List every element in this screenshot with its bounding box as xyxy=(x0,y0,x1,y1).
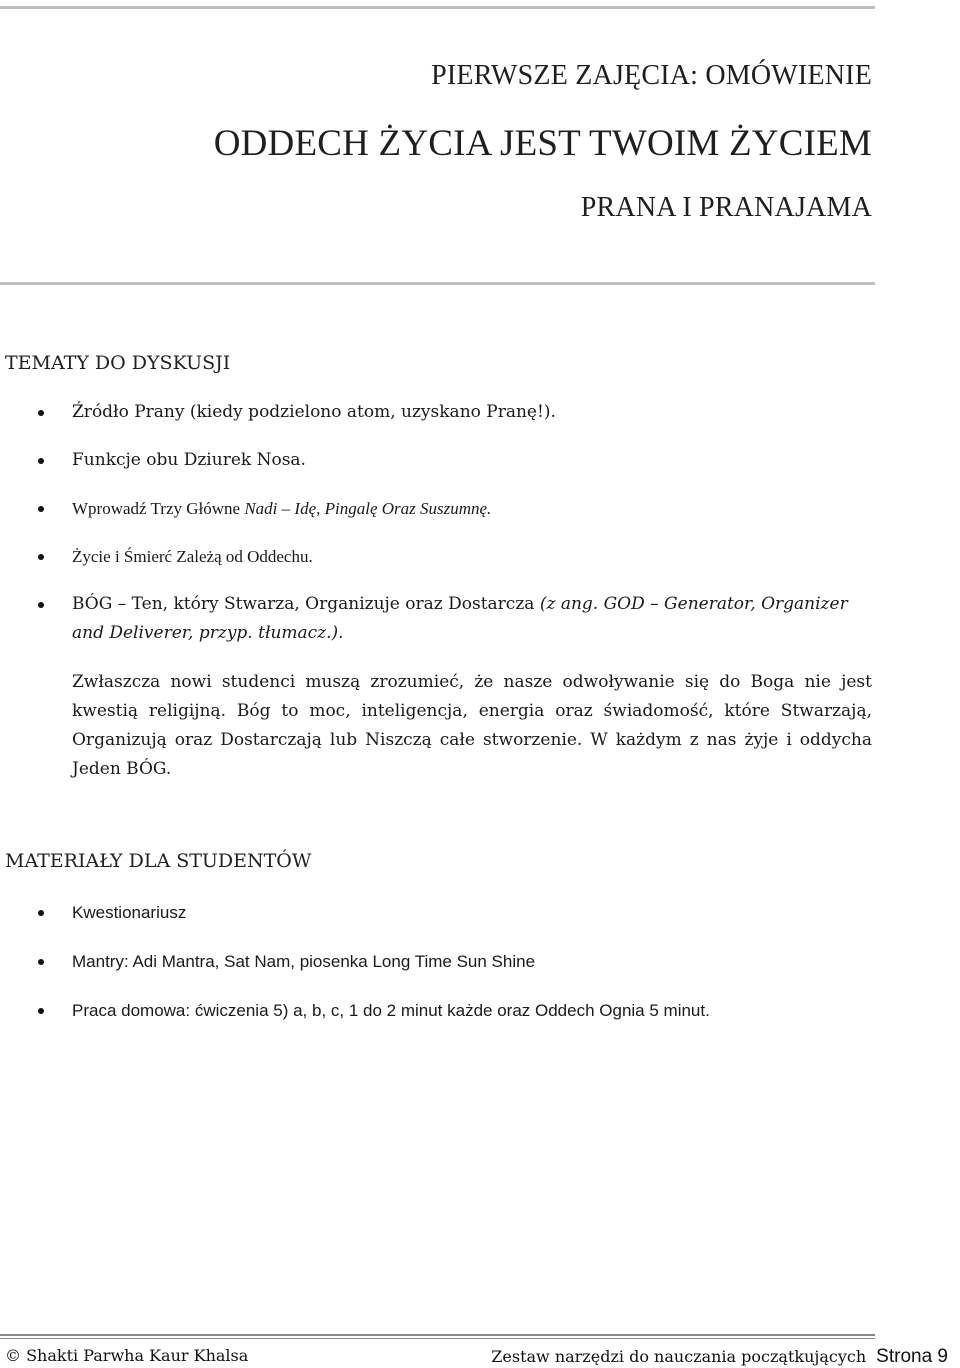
bullet-icon xyxy=(38,506,44,512)
list-item xyxy=(0,947,880,976)
topics-list xyxy=(0,398,880,648)
list-item-text: Życie i Śmierć Zależą od Oddechu. xyxy=(72,547,313,566)
list-item-text: BÓG – Ten, który Stwarza, Organizuje oraz Dostarcza xyxy=(72,594,540,614)
list-item xyxy=(0,590,880,648)
list-item-text: Praca domowa: ćwiczenia 5) a, b, c, 1 do 2 minut każde oraz Oddech Ognia 5 minut. xyxy=(72,1001,710,1020)
footer-book-title: Zestaw narzędzi do nauczania początkujących xyxy=(491,1347,867,1366)
bullet-icon xyxy=(38,910,44,916)
list-item-italic: Nadi – Idę, Pingalę Oraz Suszumnę. xyxy=(244,499,492,518)
subtitle: PRANA I PRANAJAMA xyxy=(580,192,872,223)
list-item-italic: (z ang. GOD – Generator, Organizer and Deliverer, przyp. tłumacz.). xyxy=(72,594,848,643)
list-item-text: Wprowadź Trzy Główne xyxy=(72,499,245,518)
list-item xyxy=(0,446,880,475)
list-item-text: Funkcje obu Dziurek Nosa. xyxy=(72,450,306,470)
list-item xyxy=(0,494,880,523)
lesson-title: PIERWSZE ZAJĘCIA: OMÓWIENIE xyxy=(431,60,872,91)
list-item-text: Źródło Prany (kiedy podzielono atom, uzyskano Pranę!). xyxy=(72,402,556,422)
page-number: Strona 9 xyxy=(876,1346,948,1367)
list-item xyxy=(0,542,880,571)
bullet-icon xyxy=(38,1008,44,1014)
footer-rule xyxy=(0,1334,875,1336)
list-item-text: Kwestionariusz xyxy=(72,903,187,922)
bullet-icon xyxy=(38,959,44,965)
topics-note: Zwłaszcza nowi studenci muszą zrozumieć, że nasze odwoływanie się do Boga nie jest kwestią religijną. Bóg to moc, inteligencja, energia oraz świadomość, które Stwarzają, Organizują oraz Dostarczają lub Niszczą całe stworzenie. W każdym z nas żyje i oddycha Jeden BÓG. xyxy=(72,672,872,779)
bullet-icon xyxy=(38,410,44,416)
list-item-text: Mantry: Adi Mantra, Sat Nam, piosenka Long Time Sun Shine xyxy=(72,952,536,971)
topics-heading: TEMATY DO DYSKUSJI xyxy=(5,352,231,374)
bullet-icon xyxy=(38,458,44,464)
bullet-icon xyxy=(38,554,44,560)
footer-copyright: © Shakti Parwha Kaur Khalsa xyxy=(5,1346,249,1365)
list-item xyxy=(0,898,880,927)
header-divider xyxy=(0,282,875,285)
list-item xyxy=(0,398,880,427)
materials-list xyxy=(0,898,880,1045)
list-item xyxy=(0,996,880,1025)
page-footer xyxy=(0,1346,960,1368)
footer-right xyxy=(491,1346,948,1368)
top-rule xyxy=(0,6,875,9)
footer-rule-thin xyxy=(0,1338,875,1339)
bullet-icon xyxy=(38,602,44,608)
main-title: ODDECH ŻYCIA JEST TWOIM ŻYCIEM xyxy=(213,123,872,164)
materials-heading: MATERIAŁY DLA STUDENTÓW xyxy=(5,850,312,872)
